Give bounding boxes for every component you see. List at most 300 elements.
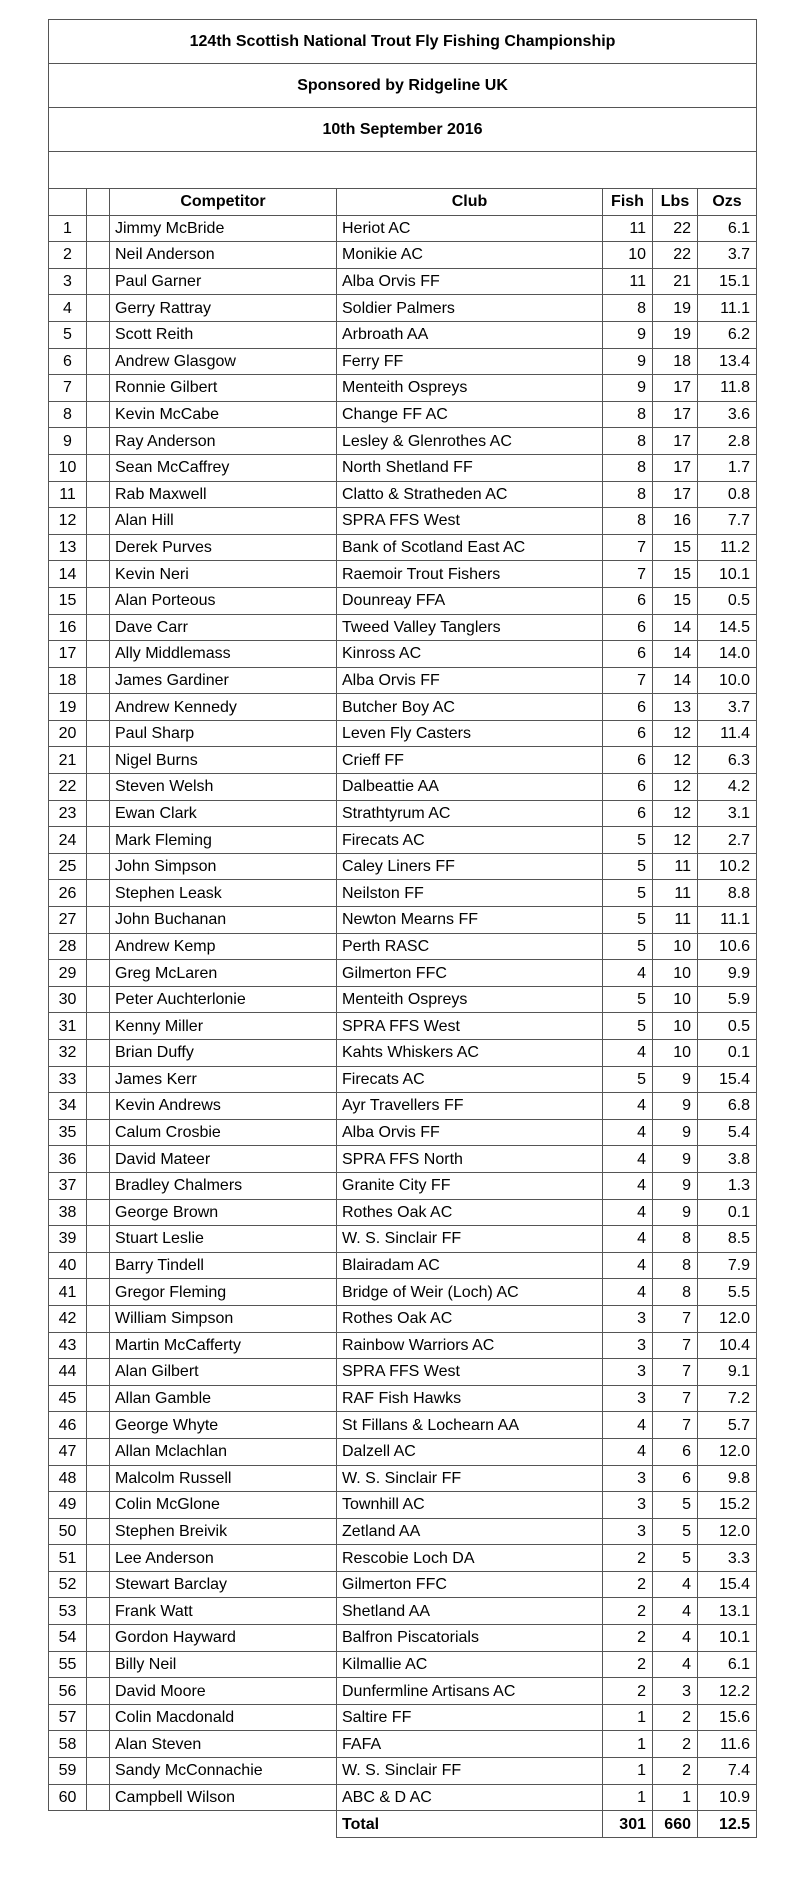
lbs-cell: 3 <box>653 1678 698 1705</box>
spacer-cell <box>87 508 110 535</box>
lbs-cell: 4 <box>653 1651 698 1678</box>
total-empty-1 <box>49 1811 87 1838</box>
fish-cell: 4 <box>603 1412 653 1439</box>
competitor-cell: Allan Mclachlan <box>110 1438 337 1465</box>
total-empty-2 <box>87 1811 110 1838</box>
lbs-cell: 21 <box>653 268 698 295</box>
club-cell: FAFA <box>337 1731 603 1758</box>
club-cell: Firecats AC <box>337 827 603 854</box>
spacer-cell <box>87 774 110 801</box>
club-cell: Rothes Oak AC <box>337 1305 603 1332</box>
spacer-cell <box>87 1678 110 1705</box>
ozs-cell: 12.0 <box>698 1305 757 1332</box>
table-row <box>49 401 757 428</box>
fish-cell: 5 <box>603 1013 653 1040</box>
table-row <box>49 215 757 242</box>
club-cell: SPRA FFS West <box>337 1013 603 1040</box>
table-row <box>49 1226 757 1253</box>
lbs-cell: 12 <box>653 720 698 747</box>
table-row <box>49 268 757 295</box>
spacer-cell <box>87 720 110 747</box>
ozs-cell: 10.9 <box>698 1784 757 1811</box>
spacer-cell <box>87 587 110 614</box>
position-cell: 49 <box>49 1492 87 1519</box>
lbs-cell: 19 <box>653 295 698 322</box>
club-cell: ABC & D AC <box>337 1784 603 1811</box>
club-cell: Zetland AA <box>337 1518 603 1545</box>
position-cell: 55 <box>49 1651 87 1678</box>
position-cell: 6 <box>49 348 87 375</box>
lbs-cell: 2 <box>653 1758 698 1785</box>
position-cell: 18 <box>49 667 87 694</box>
ozs-cell: 11.6 <box>698 1731 757 1758</box>
fish-cell: 9 <box>603 375 653 402</box>
spacer-cell <box>87 694 110 721</box>
position-cell: 59 <box>49 1758 87 1785</box>
spacer-cell <box>87 1465 110 1492</box>
lbs-cell: 12 <box>653 747 698 774</box>
club-cell: St Fillans & Lochearn AA <box>337 1412 603 1439</box>
total-row <box>49 1811 757 1838</box>
competitor-cell: Allan Gamble <box>110 1385 337 1412</box>
fish-cell: 5 <box>603 907 653 934</box>
fish-cell: 4 <box>603 1252 653 1279</box>
competitor-cell: Martin McCafferty <box>110 1332 337 1359</box>
ozs-cell: 10.4 <box>698 1332 757 1359</box>
spacer-cell <box>87 1093 110 1120</box>
ozs-cell: 6.2 <box>698 321 757 348</box>
position-cell: 12 <box>49 508 87 535</box>
fish-cell: 2 <box>603 1571 653 1598</box>
position-cell: 31 <box>49 1013 87 1040</box>
position-cell: 42 <box>49 1305 87 1332</box>
lbs-cell: 10 <box>653 1013 698 1040</box>
ozs-cell: 15.4 <box>698 1066 757 1093</box>
position-cell: 37 <box>49 1172 87 1199</box>
position-cell: 9 <box>49 428 87 455</box>
table-row <box>49 1359 757 1386</box>
fish-cell: 11 <box>603 268 653 295</box>
lbs-cell: 22 <box>653 242 698 269</box>
lbs-cell: 2 <box>653 1731 698 1758</box>
fish-cell: 1 <box>603 1758 653 1785</box>
lbs-cell: 11 <box>653 853 698 880</box>
club-cell: Raemoir Trout Fishers <box>337 561 603 588</box>
ozs-cell: 7.9 <box>698 1252 757 1279</box>
ozs-cell: 9.1 <box>698 1359 757 1386</box>
spacer-cell <box>87 907 110 934</box>
spacer-cell <box>87 1199 110 1226</box>
fish-cell: 10 <box>603 242 653 269</box>
club-cell: Rainbow Warriors AC <box>337 1332 603 1359</box>
fish-cell: 3 <box>603 1305 653 1332</box>
position-cell: 22 <box>49 774 87 801</box>
position-cell: 10 <box>49 454 87 481</box>
table-row <box>49 1252 757 1279</box>
fish-cell: 7 <box>603 561 653 588</box>
position-cell: 16 <box>49 614 87 641</box>
fish-cell: 3 <box>603 1518 653 1545</box>
table-row <box>49 1199 757 1226</box>
spacer-cell <box>87 1625 110 1652</box>
spacer-cell <box>87 481 110 508</box>
club-cell: Menteith Ospreys <box>337 375 603 402</box>
ozs-cell: 7.2 <box>698 1385 757 1412</box>
table-row <box>49 242 757 269</box>
fish-cell: 3 <box>603 1332 653 1359</box>
table-row <box>49 1279 757 1306</box>
spacer-cell <box>87 1040 110 1067</box>
fish-cell: 6 <box>603 747 653 774</box>
header-row <box>49 189 757 216</box>
lbs-cell: 7 <box>653 1332 698 1359</box>
club-cell: Arbroath AA <box>337 321 603 348</box>
fish-cell: 6 <box>603 694 653 721</box>
club-cell: Dounreay FFA <box>337 587 603 614</box>
fish-cell: 3 <box>603 1465 653 1492</box>
club-cell: Dalzell AC <box>337 1438 603 1465</box>
club-cell: RAF Fish Hawks <box>337 1385 603 1412</box>
competitor-cell: Alan Gilbert <box>110 1359 337 1386</box>
competitor-cell: Paul Sharp <box>110 720 337 747</box>
table-row <box>49 667 757 694</box>
spacer-cell <box>87 1305 110 1332</box>
ozs-cell: 6.1 <box>698 215 757 242</box>
ozs-cell: 3.6 <box>698 401 757 428</box>
spacer-cell <box>87 1013 110 1040</box>
competitor-cell: Campbell Wilson <box>110 1784 337 1811</box>
spacer-cell <box>87 1359 110 1386</box>
table-row <box>49 1412 757 1439</box>
competitor-cell: Sean McCaffrey <box>110 454 337 481</box>
club-cell: Gilmerton FFC <box>337 960 603 987</box>
lbs-cell: 12 <box>653 800 698 827</box>
fish-cell: 6 <box>603 587 653 614</box>
position-cell: 32 <box>49 1040 87 1067</box>
competitor-cell: Gregor Fleming <box>110 1279 337 1306</box>
ozs-cell: 10.6 <box>698 933 757 960</box>
club-cell: Saltire FF <box>337 1704 603 1731</box>
position-cell: 11 <box>49 481 87 508</box>
club-cell: Alba Orvis FF <box>337 1119 603 1146</box>
ozs-cell: 5.7 <box>698 1412 757 1439</box>
spacer-cell <box>87 1279 110 1306</box>
club-cell: Leven Fly Casters <box>337 720 603 747</box>
lbs-cell: 1 <box>653 1784 698 1811</box>
club-cell: Ferry FF <box>337 348 603 375</box>
competitor-cell: Stewart Barclay <box>110 1571 337 1598</box>
table-row <box>49 508 757 535</box>
fish-cell: 5 <box>603 986 653 1013</box>
fish-cell: 4 <box>603 1279 653 1306</box>
table-row <box>49 428 757 455</box>
lbs-cell: 5 <box>653 1492 698 1519</box>
table-row <box>49 1332 757 1359</box>
ozs-cell: 3.7 <box>698 694 757 721</box>
competitor-cell: Andrew Kemp <box>110 933 337 960</box>
club-cell: Dalbeattie AA <box>337 774 603 801</box>
position-cell: 29 <box>49 960 87 987</box>
spacer-cell <box>87 1784 110 1811</box>
position-cell: 36 <box>49 1146 87 1173</box>
ozs-cell: 0.8 <box>698 481 757 508</box>
lbs-cell: 9 <box>653 1172 698 1199</box>
table-row <box>49 1784 757 1811</box>
fish-cell: 8 <box>603 295 653 322</box>
fish-cell: 1 <box>603 1704 653 1731</box>
fish-cell: 6 <box>603 614 653 641</box>
spacer-cell <box>87 747 110 774</box>
competitor-cell: Gerry Rattray <box>110 295 337 322</box>
competitor-cell: Ally Middlemass <box>110 641 337 668</box>
table-row <box>49 481 757 508</box>
table-row <box>49 1598 757 1625</box>
ozs-cell: 11.1 <box>698 295 757 322</box>
competitor-cell: Brian Duffy <box>110 1040 337 1067</box>
header-competitor: Competitor <box>110 189 337 216</box>
position-cell: 46 <box>49 1412 87 1439</box>
total-ozs: 12.5 <box>698 1811 757 1838</box>
lbs-cell: 9 <box>653 1119 698 1146</box>
table-row <box>49 1678 757 1705</box>
club-cell: Kilmallie AC <box>337 1651 603 1678</box>
spacer-cell <box>87 1226 110 1253</box>
ozs-cell: 10.1 <box>698 1625 757 1652</box>
club-cell: Crieff FF <box>337 747 603 774</box>
table-row <box>49 1119 757 1146</box>
table-row <box>49 561 757 588</box>
position-cell: 47 <box>49 1438 87 1465</box>
position-cell: 38 <box>49 1199 87 1226</box>
spacer-cell <box>87 1571 110 1598</box>
event-date: 10th September 2016 <box>49 108 757 152</box>
ozs-cell: 3.7 <box>698 242 757 269</box>
competitor-cell: Neil Anderson <box>110 242 337 269</box>
position-cell: 26 <box>49 880 87 907</box>
fish-cell: 5 <box>603 853 653 880</box>
lbs-cell: 11 <box>653 880 698 907</box>
lbs-cell: 13 <box>653 694 698 721</box>
date-row <box>49 108 757 152</box>
total-empty-3 <box>110 1811 337 1838</box>
club-cell: Tweed Valley Tanglers <box>337 614 603 641</box>
header-position <box>49 189 87 216</box>
page-title: 124th Scottish National Trout Fly Fishing Championship <box>49 20 757 64</box>
competitor-cell: Derek Purves <box>110 534 337 561</box>
ozs-cell: 12.0 <box>698 1438 757 1465</box>
club-cell: Dunfermline Artisans AC <box>337 1678 603 1705</box>
position-cell: 4 <box>49 295 87 322</box>
club-cell: Neilston FF <box>337 880 603 907</box>
ozs-cell: 1.3 <box>698 1172 757 1199</box>
lbs-cell: 7 <box>653 1385 698 1412</box>
lbs-cell: 5 <box>653 1545 698 1572</box>
position-cell: 50 <box>49 1518 87 1545</box>
lbs-cell: 7 <box>653 1359 698 1386</box>
table-row <box>49 1704 757 1731</box>
club-cell: Newton Mearns FF <box>337 907 603 934</box>
table-row <box>49 1305 757 1332</box>
ozs-cell: 0.5 <box>698 587 757 614</box>
table-row <box>49 986 757 1013</box>
position-cell: 5 <box>49 321 87 348</box>
spacer-cell <box>87 348 110 375</box>
ozs-cell: 1.7 <box>698 454 757 481</box>
ozs-cell: 2.7 <box>698 827 757 854</box>
competitor-cell: Dave Carr <box>110 614 337 641</box>
ozs-cell: 15.6 <box>698 1704 757 1731</box>
position-cell: 21 <box>49 747 87 774</box>
spacer-cell <box>87 1545 110 1572</box>
fish-cell: 4 <box>603 1146 653 1173</box>
fish-cell: 4 <box>603 960 653 987</box>
competitor-cell: Sandy McConnachie <box>110 1758 337 1785</box>
position-cell: 19 <box>49 694 87 721</box>
spacer-cell <box>87 1598 110 1625</box>
spacer-cell <box>87 1731 110 1758</box>
club-cell: Townhill AC <box>337 1492 603 1519</box>
spacer-cell <box>87 428 110 455</box>
ozs-cell: 11.1 <box>698 907 757 934</box>
spacer-cell <box>87 933 110 960</box>
table-row <box>49 1093 757 1120</box>
spacer-cell <box>87 561 110 588</box>
lbs-cell: 12 <box>653 774 698 801</box>
table-row <box>49 774 757 801</box>
position-cell: 40 <box>49 1252 87 1279</box>
sponsor-row <box>49 64 757 108</box>
ozs-cell: 14.5 <box>698 614 757 641</box>
position-cell: 23 <box>49 800 87 827</box>
fish-cell: 4 <box>603 1119 653 1146</box>
position-cell: 15 <box>49 587 87 614</box>
fish-cell: 5 <box>603 880 653 907</box>
club-cell: Menteith Ospreys <box>337 986 603 1013</box>
ozs-cell: 5.5 <box>698 1279 757 1306</box>
table-row <box>49 1465 757 1492</box>
table-row <box>49 641 757 668</box>
table-row <box>49 853 757 880</box>
fish-cell: 1 <box>603 1731 653 1758</box>
ozs-cell: 0.5 <box>698 1013 757 1040</box>
position-cell: 17 <box>49 641 87 668</box>
ozs-cell: 6.8 <box>698 1093 757 1120</box>
table-row <box>49 960 757 987</box>
club-cell: Lesley & Glenrothes AC <box>337 428 603 455</box>
fish-cell: 8 <box>603 508 653 535</box>
fish-cell: 2 <box>603 1678 653 1705</box>
sponsor-text: Sponsored by Ridgeline UK <box>49 64 757 108</box>
spacer-cell <box>87 1066 110 1093</box>
total-label: Total <box>337 1811 603 1838</box>
blank-cell <box>49 152 757 189</box>
ozs-cell: 3.3 <box>698 1545 757 1572</box>
lbs-cell: 22 <box>653 215 698 242</box>
spacer-cell <box>87 1651 110 1678</box>
ozs-cell: 15.2 <box>698 1492 757 1519</box>
competitor-cell: Ray Anderson <box>110 428 337 455</box>
ozs-cell: 0.1 <box>698 1040 757 1067</box>
club-cell: Strathtyrum AC <box>337 800 603 827</box>
fish-cell: 2 <box>603 1651 653 1678</box>
club-cell: SPRA FFS West <box>337 508 603 535</box>
fish-cell: 2 <box>603 1625 653 1652</box>
position-cell: 7 <box>49 375 87 402</box>
lbs-cell: 9 <box>653 1146 698 1173</box>
club-cell: Blairadam AC <box>337 1252 603 1279</box>
ozs-cell: 10.2 <box>698 853 757 880</box>
position-cell: 20 <box>49 720 87 747</box>
table-row <box>49 1758 757 1785</box>
position-cell: 14 <box>49 561 87 588</box>
table-row <box>49 800 757 827</box>
total-lbs: 660 <box>653 1811 698 1838</box>
table-row <box>49 587 757 614</box>
table-row <box>49 1066 757 1093</box>
ozs-cell: 5.4 <box>698 1119 757 1146</box>
results-table <box>48 19 757 1838</box>
lbs-cell: 17 <box>653 481 698 508</box>
lbs-cell: 15 <box>653 534 698 561</box>
fish-cell: 2 <box>603 1598 653 1625</box>
spacer-cell <box>87 827 110 854</box>
table-row <box>49 1172 757 1199</box>
table-row <box>49 1385 757 1412</box>
table-row <box>49 907 757 934</box>
position-cell: 28 <box>49 933 87 960</box>
spacer-cell <box>87 1119 110 1146</box>
lbs-cell: 17 <box>653 401 698 428</box>
table-row <box>49 375 757 402</box>
club-cell: Granite City FF <box>337 1172 603 1199</box>
lbs-cell: 15 <box>653 587 698 614</box>
club-cell: Alba Orvis FF <box>337 667 603 694</box>
competitor-cell: Stephen Leask <box>110 880 337 907</box>
club-cell: Perth RASC <box>337 933 603 960</box>
competitor-cell: Colin Macdonald <box>110 1704 337 1731</box>
fish-cell: 4 <box>603 1199 653 1226</box>
table-row <box>49 348 757 375</box>
spacer-cell <box>87 1518 110 1545</box>
spacer-cell <box>87 268 110 295</box>
lbs-cell: 10 <box>653 960 698 987</box>
table-row <box>49 1492 757 1519</box>
club-cell: SPRA FFS West <box>337 1359 603 1386</box>
club-cell: Alba Orvis FF <box>337 268 603 295</box>
spacer-cell <box>87 375 110 402</box>
competitor-cell: Jimmy McBride <box>110 215 337 242</box>
spacer-cell <box>87 880 110 907</box>
lbs-cell: 14 <box>653 614 698 641</box>
competitor-cell: Barry Tindell <box>110 1252 337 1279</box>
results-sheet <box>48 19 756 1838</box>
lbs-cell: 9 <box>653 1066 698 1093</box>
lbs-cell: 6 <box>653 1438 698 1465</box>
table-row <box>49 827 757 854</box>
lbs-cell: 8 <box>653 1252 698 1279</box>
fish-cell: 5 <box>603 1066 653 1093</box>
table-row <box>49 1545 757 1572</box>
club-cell: Rothes Oak AC <box>337 1199 603 1226</box>
fish-cell: 5 <box>603 827 653 854</box>
fish-cell: 3 <box>603 1492 653 1519</box>
lbs-cell: 12 <box>653 827 698 854</box>
spacer-cell <box>87 1492 110 1519</box>
table-row <box>49 933 757 960</box>
ozs-cell: 7.4 <box>698 1758 757 1785</box>
header-lbs: Lbs <box>653 189 698 216</box>
position-cell: 48 <box>49 1465 87 1492</box>
